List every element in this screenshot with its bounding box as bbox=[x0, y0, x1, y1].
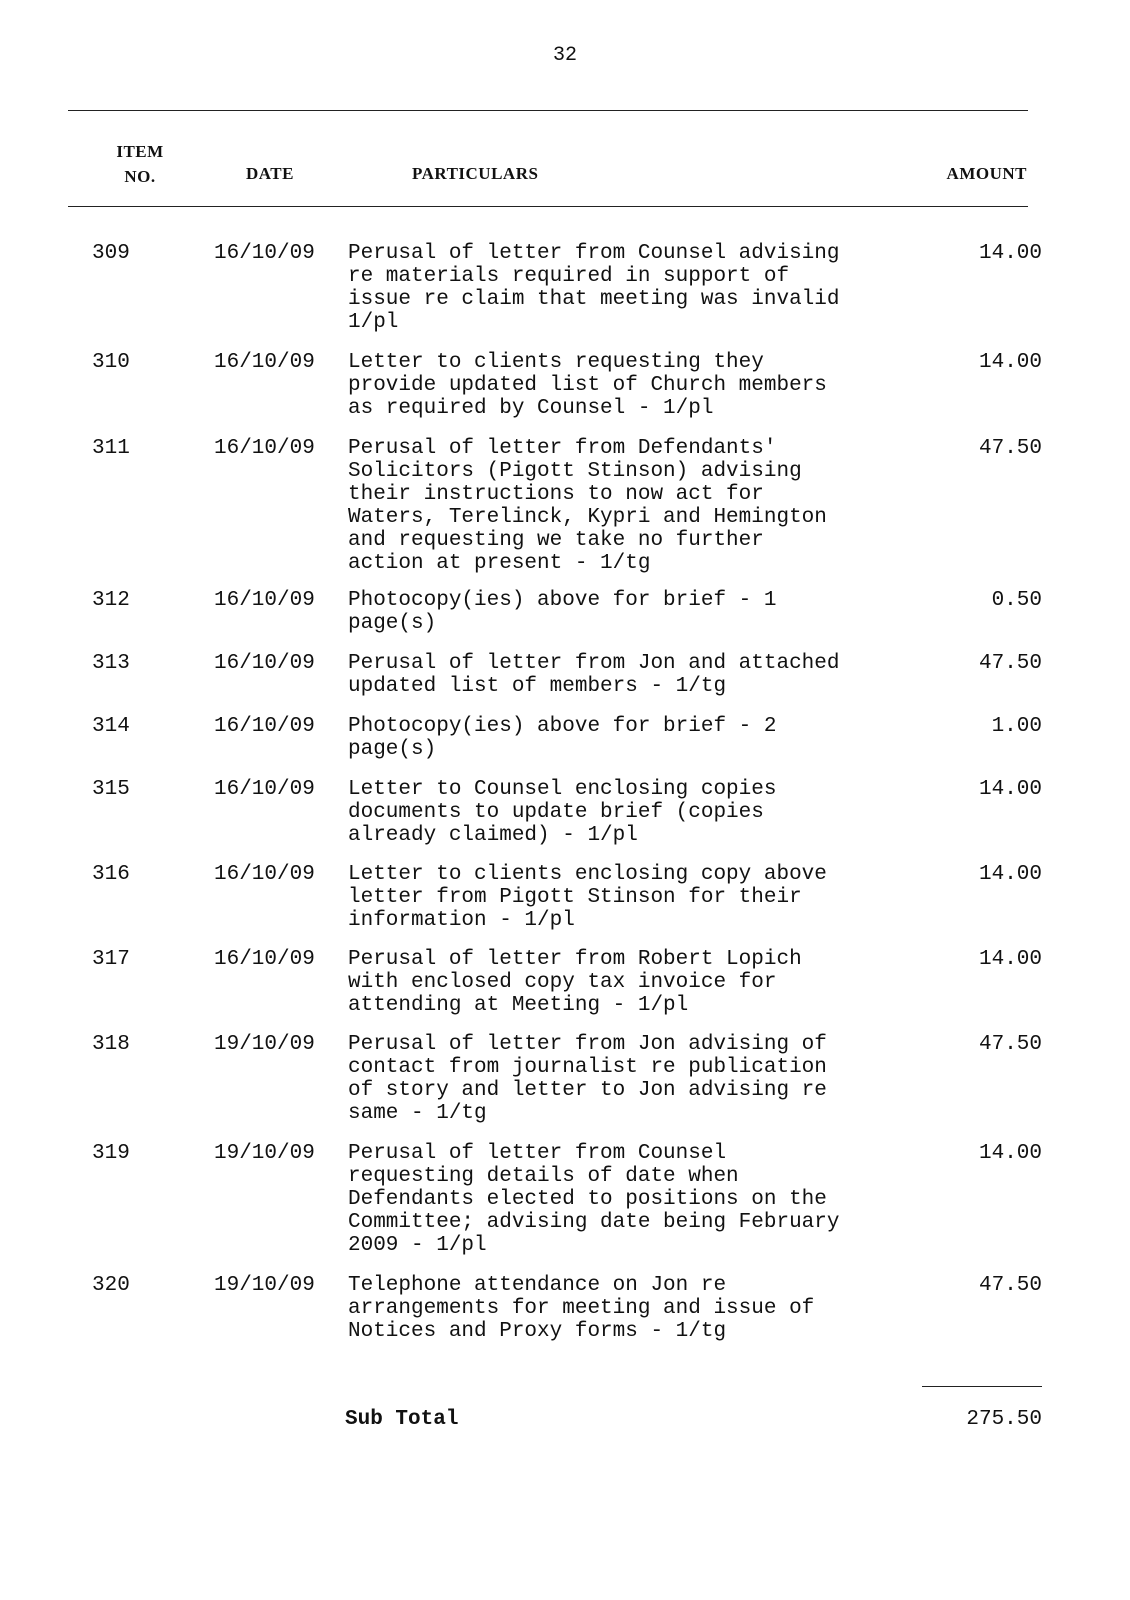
item-particulars: Perusal of letter from Defendants' Solicitors (Pigott Stinson) advising their instructions to now act for Waters, Terelinck, Kypri and Hemington and requesting we take no further action at present - 1/tg bbox=[348, 437, 827, 575]
item-date: 19/10/09 bbox=[214, 1274, 315, 1297]
item-number: 320 bbox=[92, 1274, 130, 1297]
subtotal-amount: 275.50 bbox=[966, 1408, 1042, 1431]
item-number: 319 bbox=[92, 1142, 130, 1165]
item-number: 310 bbox=[92, 351, 130, 374]
item-particulars: Perusal of letter from Robert Lopich with enclosed copy tax invoice for attending at Meeting - 1/pl bbox=[348, 948, 802, 1017]
item-particulars: Perusal of letter from Counsel advising re materials required in support of issue re claim that meeting was invalid 1/pl bbox=[348, 242, 840, 334]
item-particulars: Letter to clients requesting they provide updated list of Church members as required by Counsel - 1/pl bbox=[348, 351, 827, 420]
item-number: 313 bbox=[92, 652, 130, 675]
item-particulars: Perusal of letter from Jon advising of contact from journalist re publication of story and letter to Jon advising re same - 1/tg bbox=[348, 1033, 827, 1125]
item-date: 16/10/09 bbox=[214, 715, 315, 738]
item-date: 19/10/09 bbox=[214, 1033, 315, 1056]
item-particulars: Telephone attendance on Jon re arrangements for meeting and issue of Notices and Proxy forms - 1/tg bbox=[348, 1274, 815, 1343]
item-date: 16/10/09 bbox=[214, 351, 315, 374]
item-date: 16/10/09 bbox=[214, 863, 315, 886]
header-bottom-rule bbox=[68, 206, 1028, 207]
header-date: DATE bbox=[246, 164, 294, 183]
subtotal-rule bbox=[922, 1386, 1042, 1387]
item-number: 312 bbox=[92, 589, 130, 612]
header-item-no: ITEM NO. bbox=[116, 142, 164, 186]
item-amount: 14.00 bbox=[978, 1142, 1042, 1165]
item-amount: 14.00 bbox=[978, 778, 1042, 801]
item-number: 309 bbox=[92, 242, 130, 265]
item-date: 16/10/09 bbox=[214, 652, 315, 675]
item-amount: 14.00 bbox=[978, 242, 1042, 265]
item-number: 311 bbox=[92, 437, 130, 460]
item-date: 16/10/09 bbox=[214, 242, 315, 265]
header-particulars: PARTICULARS bbox=[412, 164, 539, 183]
item-particulars: Photocopy(ies) above for brief - 2 page(s) bbox=[348, 715, 777, 761]
item-number: 316 bbox=[92, 863, 130, 886]
item-date: 16/10/09 bbox=[214, 948, 315, 971]
item-amount: 14.00 bbox=[978, 948, 1042, 971]
header-amount: AMOUNT bbox=[946, 164, 1027, 183]
item-amount: 47.50 bbox=[978, 652, 1042, 675]
item-amount: 47.50 bbox=[978, 437, 1042, 460]
item-particulars: Letter to clients enclosing copy above letter from Pigott Stinson for their information - 1/pl bbox=[348, 863, 827, 932]
item-amount: 1.00 bbox=[991, 715, 1042, 738]
item-date: 19/10/09 bbox=[214, 1142, 315, 1165]
item-amount: 47.50 bbox=[978, 1033, 1042, 1056]
item-amount: 14.00 bbox=[978, 351, 1042, 374]
item-particulars: Perusal of letter from Counsel requesting details of date when Defendants elected to positions on the Committee; advising date being February 2009 - 1/pl bbox=[348, 1142, 840, 1257]
item-date: 16/10/09 bbox=[214, 778, 315, 801]
item-number: 317 bbox=[92, 948, 130, 971]
item-amount: 14.00 bbox=[978, 863, 1042, 886]
item-particulars: Photocopy(ies) above for brief - 1 page(s) bbox=[348, 589, 777, 635]
item-particulars: Letter to Counsel enclosing copies documents to update brief (copies already claimed) - 1/pl bbox=[348, 778, 777, 847]
page-number: 32 bbox=[552, 44, 577, 67]
item-number: 318 bbox=[92, 1033, 130, 1056]
item-date: 16/10/09 bbox=[214, 437, 315, 460]
item-number: 314 bbox=[92, 715, 130, 738]
item-date: 16/10/09 bbox=[214, 589, 315, 612]
item-amount: 0.50 bbox=[991, 589, 1042, 612]
item-particulars: Perusal of letter from Jon and attached updated list of members - 1/tg bbox=[348, 652, 840, 698]
subtotal-label: Sub Total bbox=[345, 1408, 459, 1431]
item-amount: 47.50 bbox=[978, 1274, 1042, 1297]
item-number: 315 bbox=[92, 778, 130, 801]
header-top-rule bbox=[68, 110, 1028, 111]
